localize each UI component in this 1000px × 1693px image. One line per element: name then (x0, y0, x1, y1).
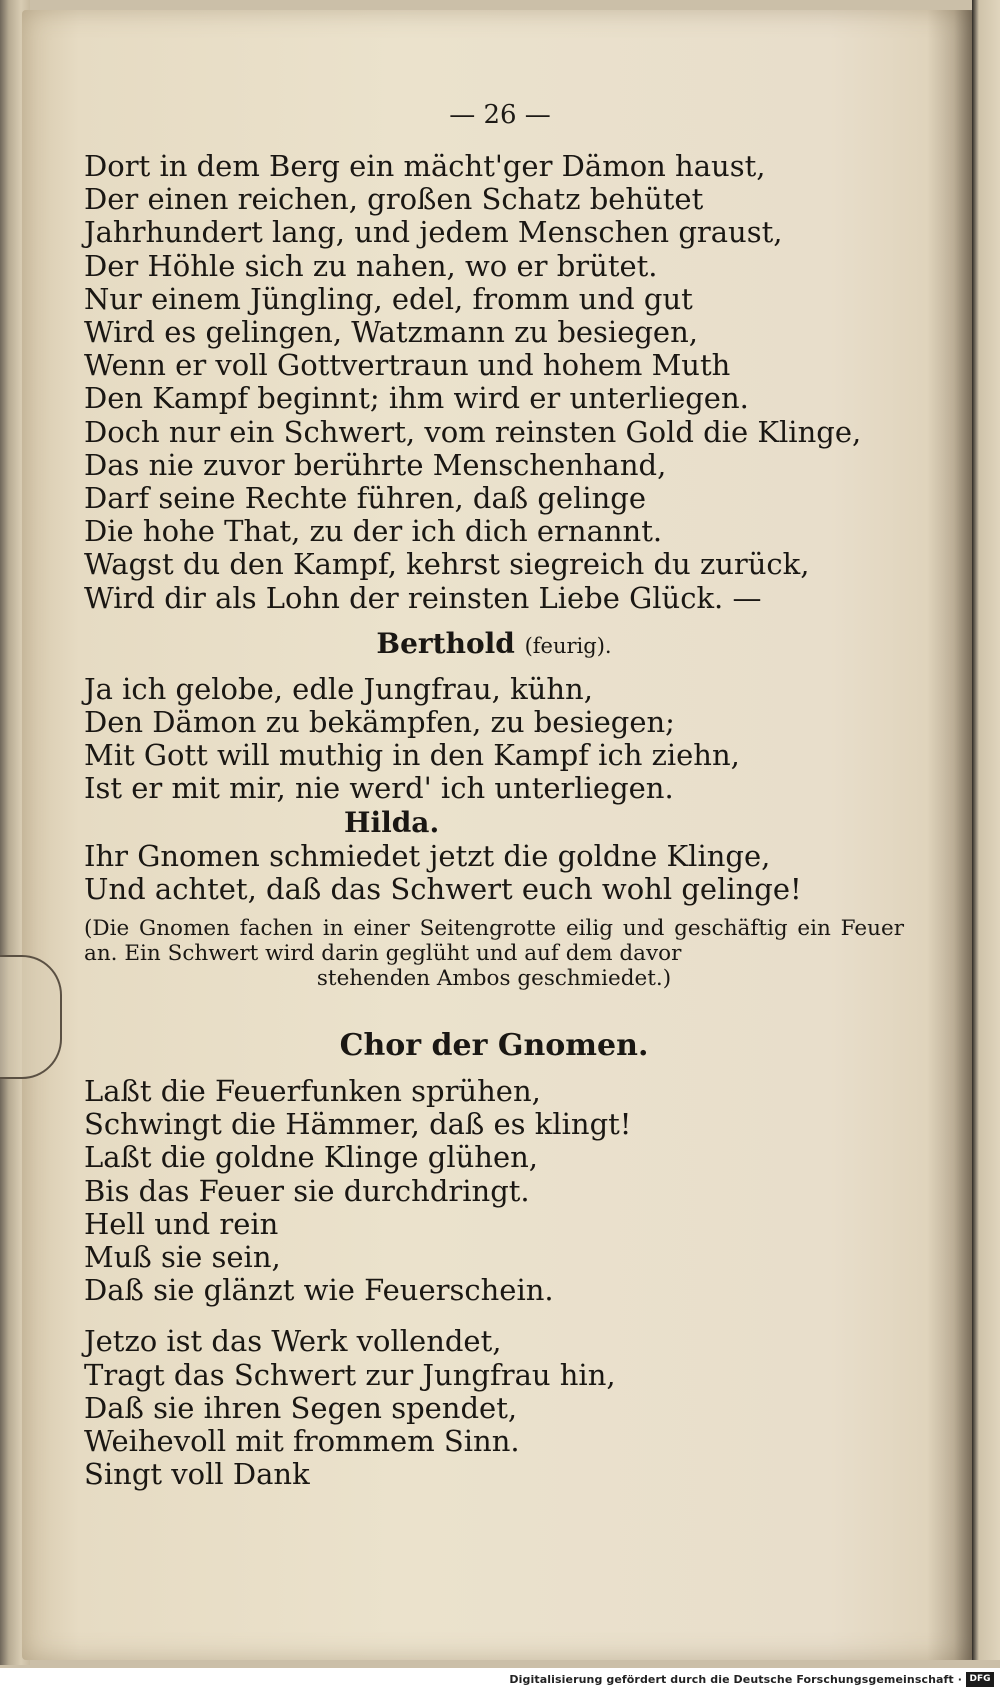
verse-line: Laßt die goldne Klinge glühen, (84, 1140, 539, 1175)
verse-line: Wird dir als Lohn der reinsten Liebe Glück. — (84, 580, 762, 615)
verse-line: Jahrhundert lang, und jedem Menschen graust, (84, 215, 783, 250)
stage-direction (84, 916, 904, 991)
verse-line: Der einen reichen, großen Schatz behütet (84, 182, 704, 217)
page-gutter (927, 10, 972, 1660)
verse-line: Daß sie glänzt wie Feuerschein. (84, 1273, 554, 1308)
stage-direction-last-line: stehenden Ambos geschmiedet.) (316, 966, 672, 992)
verse-line: Darf seine Rechte führen, daß gelinge (84, 481, 647, 516)
verse-line: Der Höhle sich zu nahen, wo er brütet. (84, 248, 658, 283)
verse-line: Den Kampf beginnt; ihm wird er unterliegen. (84, 381, 749, 416)
chorus-stanza-b (84, 1325, 904, 1491)
verse-line: Mit Gott will muthig in den Kampf ich ziehn, (84, 738, 740, 773)
dfg-logo-icon: DFG (966, 1672, 994, 1687)
speaker-heading-hilda: Hilda. (344, 805, 440, 839)
stanza-1 (84, 150, 904, 615)
verse-line: Die hohe That, zu der ich dich ernannt. (84, 514, 663, 549)
verse-line: Laßt die Feuerfunken sprühen, (84, 1074, 541, 1109)
digitization-footer (0, 1668, 1000, 1693)
verse-line: Wird es gelingen, Watzmann zu besiegen, (84, 315, 698, 350)
footer-credit: Digitalisierung gefördert durch die Deutsche Forschungsgemeinschaft · (509, 1673, 962, 1686)
verse-line: Den Dämon zu bekämpfen, zu besiegen; (84, 705, 675, 740)
stanza-gap (84, 1307, 904, 1325)
verse-line: Singt voll Dank (84, 1457, 310, 1492)
verse-line: Und achtet, daß das Schwert euch wohl gelinge! (84, 871, 802, 906)
verse-line: Muß sie sein, (84, 1240, 281, 1275)
verse-line: Jetzo ist das Werk vollendet, (84, 1324, 502, 1359)
verse-line: Ja ich gelobe, edle Jungfrau, kühn, (84, 671, 593, 706)
chorus-heading: Chor der Gnomen. (339, 1028, 649, 1064)
verse-line: Bis das Feuer sie durchdringt. (84, 1173, 530, 1208)
verse-line: Weihevoll mit frommem Sinn. (84, 1424, 520, 1459)
page-text (84, 150, 904, 1492)
stage-direction-text: (Die Gnomen fachen in einer Seitengrotte eilig und geschäftig ein Feuer an. Ein Schwert wird darin geglüht und auf dem davor (84, 916, 904, 967)
verse-line: Ist er mit mir, nie werd' ich unterliegen. (84, 771, 674, 806)
speaker-heading-berthold (84, 621, 904, 669)
verse-line: Nur einem Jüngling, edel, fromm und gut (84, 281, 693, 316)
verse-line: Daß sie ihren Segen spendet, (84, 1390, 518, 1425)
berthold-lines (84, 673, 904, 806)
speaker-direction: (feurig). (524, 633, 612, 658)
chorus-stanza-a (84, 1075, 904, 1307)
speaker-name: Berthold (376, 626, 515, 660)
verse-line: Schwingt die Hämmer, daß es klingt! (84, 1107, 632, 1142)
hilda-lines (84, 840, 904, 906)
verse-line: Hell und rein (84, 1206, 279, 1241)
facing-page-edge (972, 0, 1000, 1660)
page-tab (0, 955, 62, 1079)
verse-line: Tragt das Schwert zur Jungfrau hin, (84, 1357, 616, 1392)
page-number: — 26 — (449, 100, 551, 130)
verse-line: Ihr Gnomen schmiedet jetzt die goldne Klinge, (84, 838, 771, 873)
verse-line: Dort in dem Berg ein mächt'ger Dämon haust, (84, 149, 766, 183)
verse-line: Wagst du den Kampf, kehrst siegreich du zurück, (84, 547, 810, 582)
verse-line: Doch nur ein Schwert, vom reinsten Gold die Klinge, (84, 414, 862, 449)
verse-line: Das nie zuvor berührte Menschenhand, (84, 447, 667, 482)
verse-line: Wenn er voll Gottvertraun und hohem Muth (84, 348, 731, 383)
